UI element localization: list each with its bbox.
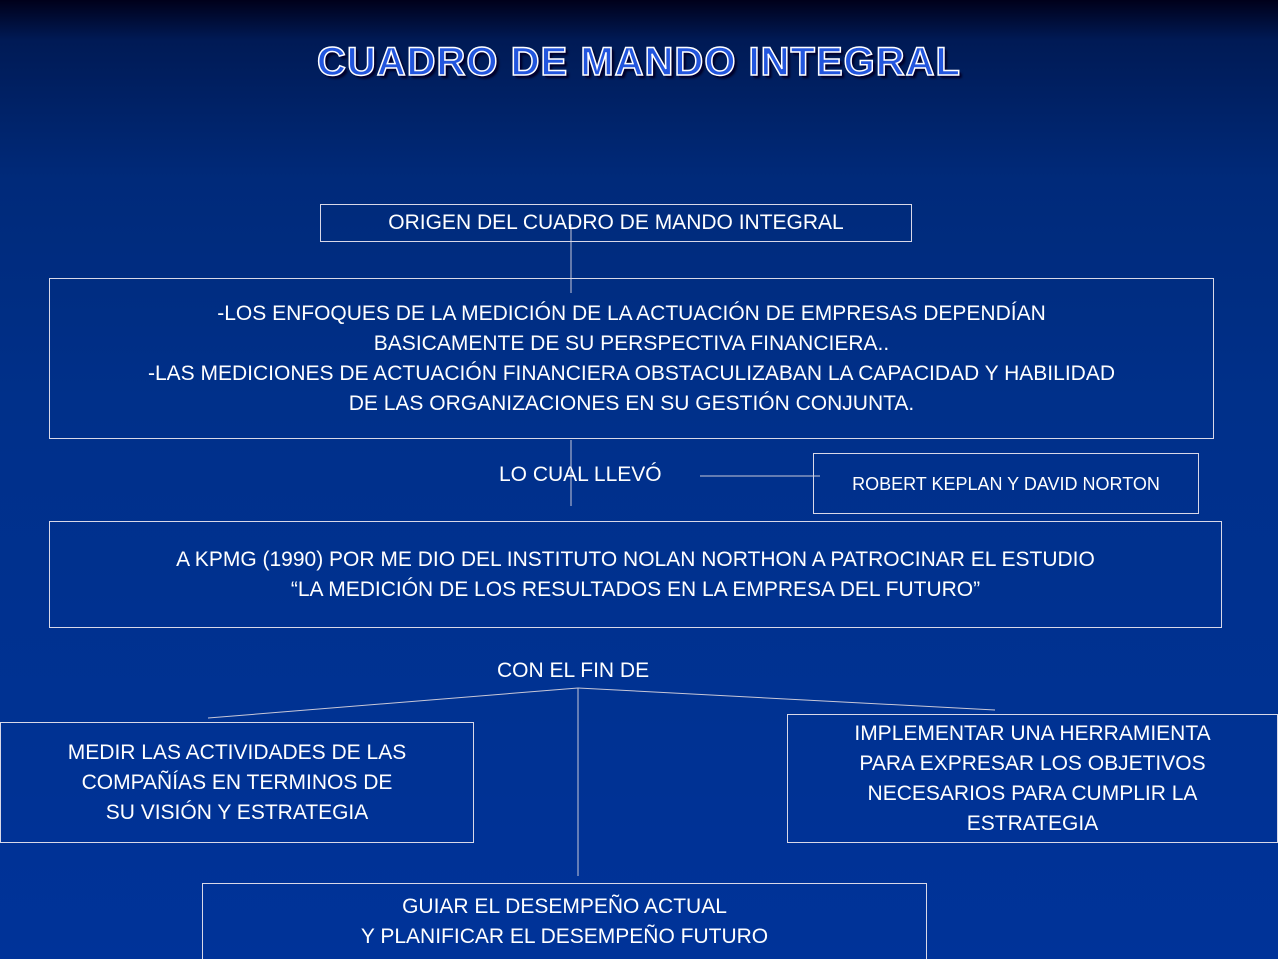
measure-box: [0, 722, 474, 843]
approaches-text: -LOS ENFOQUES DE LA MEDICIÓN DE LA ACTUACIÓN DE EMPRESAS DEPENDÍAN BASICAMENTE DE SU PERSPECTIVA FINANCIERA.. -LAS MEDICIONES DE ACTUACIÓN FINANCIERA OBSTACULIZABAN LA CAPACIDAD Y HABILIDAD DE LAS ORGANIZACIONES EN SU GESTIÓN CONJUNTA.: [147, 301, 1115, 415]
implement-text: IMPLEMENTAR UNA HERRAMIENTA PARA EXPRESAR LOS OBJETIVOS NECESARIOS PARA CUMPLIR LA ESTRATEGIA: [854, 721, 1211, 835]
implement-box: [787, 714, 1278, 843]
kpmg-box: [49, 521, 1222, 628]
origin-text: ORIGEN DEL CUADRO DE MANDO INTEGRAL: [388, 211, 844, 234]
approaches-box: [49, 278, 1214, 439]
line-fin-to-implement: [578, 688, 995, 710]
line-fin-to-measure: [208, 688, 578, 718]
kpmg-text: A KPMG (1990) POR ME DIO DEL INSTITUTO NOLAN NORTHON A PATROCINAR EL ESTUDIO “LA MEDICIÓN DE LOS RESULTADOS EN LA EMPRESA DEL FUTURO”: [176, 547, 1095, 601]
measure-text: MEDIR LAS ACTIVIDADES DE LAS COMPAÑÍAS EN TERMINOS DE SU VISIÓN Y ESTRATEGIA: [67, 740, 407, 824]
led-to-label: LO CUAL LLEVÓ: [499, 463, 662, 486]
in-order-to-label: CON EL FIN DE: [497, 659, 650, 682]
authors-text: ROBERT KEPLAN Y DAVID NORTON: [852, 473, 1160, 494]
guide-box: [202, 883, 927, 959]
origin-box: [320, 204, 912, 242]
authors-box: [813, 453, 1199, 514]
page-title: CUADRO DE MANDO INTEGRAL: [317, 40, 961, 84]
guide-text: GUIAR EL DESEMPEÑO ACTUAL Y PLANIFICAR EL DESEMPEÑO FUTURO: [360, 894, 769, 948]
